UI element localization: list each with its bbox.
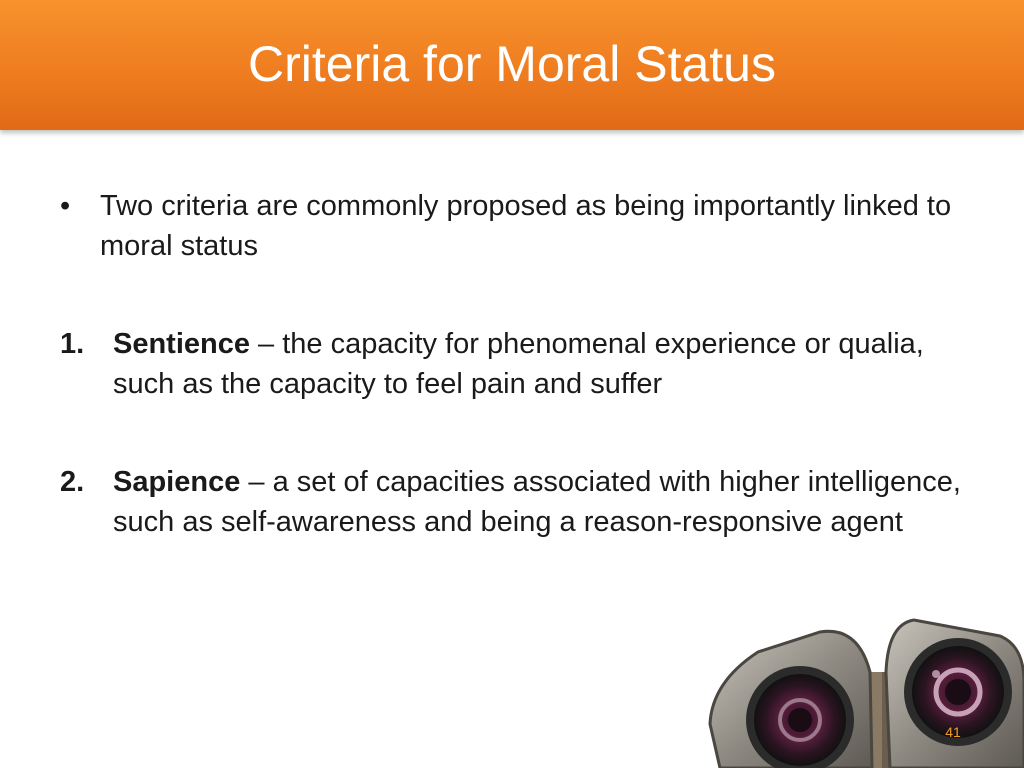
bullet-marker: •	[60, 190, 71, 222]
criterion-number: 2.	[60, 466, 85, 498]
criterion-description: – the capacity for phenomenal experience or qualia, such as the capacity to feel pain and suffer	[113, 328, 924, 400]
criterion-sapience	[60, 462, 980, 542]
criterion-description: – a set of capacities associated with higher intelligence, such as self-awareness and being a reason-responsive agent	[113, 466, 961, 538]
bullet-item	[60, 186, 980, 266]
slide-title: Criteria for Moral Status	[248, 36, 776, 92]
title-bar	[0, 0, 1024, 130]
page-number: 41	[945, 724, 961, 740]
slide-content	[60, 186, 980, 600]
criterion-sentience	[60, 324, 980, 404]
robot-eyes-image	[700, 612, 1024, 768]
criterion-number: 1.	[60, 328, 85, 360]
bullet-text: Two criteria are commonly proposed as being importantly linked to moral status	[100, 190, 952, 262]
criterion-term: Sentience	[113, 328, 250, 360]
criterion-term: Sapience	[113, 466, 241, 498]
